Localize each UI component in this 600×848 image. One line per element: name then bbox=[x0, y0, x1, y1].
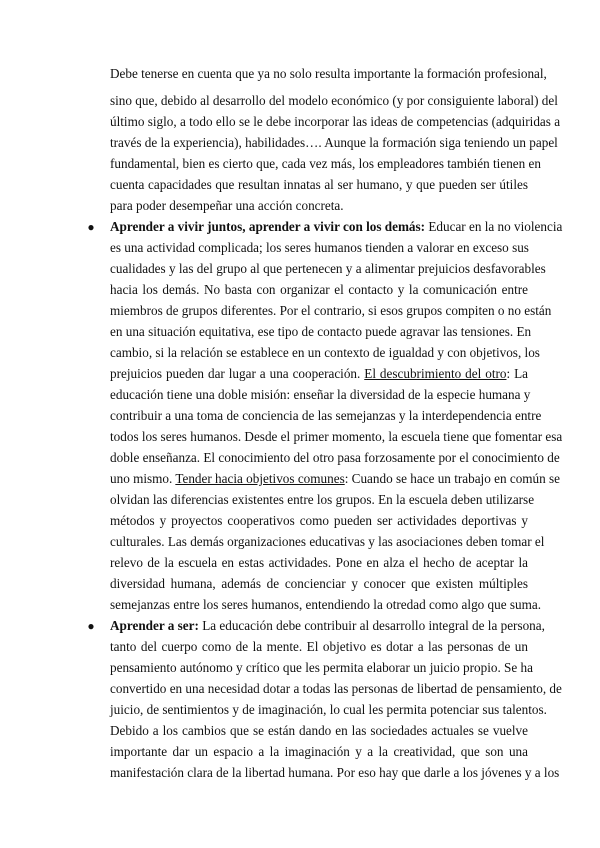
text-line bbox=[110, 471, 561, 487]
text-line: relevo de la escuela en estas actividades. Pone en alza el hecho de aceptar la bbox=[110, 555, 528, 570]
text-line: cuenta capacidades que resultan innatas al ser humano, y que pueden ser útiles bbox=[110, 177, 528, 192]
text-line: cambio, si la relación se establece en un contexto de igualdad y con objetivos, los bbox=[110, 345, 540, 360]
text-line: en una situación equitativa, ese tipo de contacto puede agravar las tensiones. En bbox=[110, 324, 532, 339]
text-line: semejanzas entre los seres humanos, entendiendo la otredad como algo que suma. bbox=[110, 597, 542, 612]
text-line: es una actividad complicada; los seres humanos tienden a valorar en exceso sus bbox=[110, 240, 529, 255]
text-fragment: uno mismo. bbox=[110, 471, 176, 486]
text-line: hacia los demás. No basta con organizar el contacto y la comunicación entre bbox=[110, 282, 528, 297]
bullet-icon: ● bbox=[87, 220, 95, 234]
text-line: sino que, debido al desarrollo del modelo económico (y por consiguiente laboral) del bbox=[110, 93, 558, 108]
text-line: importante dar un espacio a la imaginación y a la creatividad, que son una bbox=[110, 744, 528, 759]
text-line: fundamental, bien es cierto que, cada vez más, los empleadores también tienen en bbox=[110, 156, 541, 171]
text-line: para poder desempeñar una acción concreta. bbox=[110, 198, 344, 213]
text-fragment: : La bbox=[506, 366, 529, 381]
text-line: Debido a los cambios que se están dando en las sociedades actuales se vuelve bbox=[110, 723, 528, 738]
text-line: todos los seres humanos. Desde el primer momento, la escuela tiene que fomentar esa bbox=[110, 429, 563, 444]
text-line: miembros de grupos diferentes. Por el contrario, si esos grupos compiten o no están bbox=[110, 303, 552, 318]
text-line: través de la experiencia), habilidades…. Aunque la formación siga teniendo un papel bbox=[110, 135, 558, 150]
item-heading: Aprender a ser: bbox=[110, 618, 199, 633]
text-line: juicio, de sentimientos y de imaginación, lo cual les permita potenciar sus talentos. bbox=[110, 702, 547, 717]
text-fragment: : Cuando se hace un trabajo en común se bbox=[344, 471, 561, 486]
text-line bbox=[110, 366, 528, 382]
text-fragment: La educación debe contribuir al desarrollo integral de la persona, bbox=[198, 618, 545, 633]
text-line: tanto del cuerpo como de la mente. El objetivo es dotar a las personas de un bbox=[110, 639, 528, 654]
text-line: contribuir a una toma de conciencia de las semejanzas y la interdependencia entre bbox=[110, 408, 542, 423]
text-line: convertido en una necesidad dotar a todas las personas de libertad de pensamiento, de bbox=[110, 681, 562, 696]
text-line: pensamiento autónomo y crítico que les permita elaborar un juicio propio. Se ha bbox=[110, 660, 533, 675]
item-heading: Aprender a vivir juntos, aprender a vivir con los demás: bbox=[110, 219, 426, 234]
text-line: olvidan las diferencias existentes entre los grupos. En la escuela deben utilizarse bbox=[110, 492, 535, 507]
text-line: Debe tenerse en cuenta que ya no solo resulta importante la formación profesional, bbox=[110, 66, 547, 81]
text-line: diversidad humana, además de concienciar y conocer que existen múltiples bbox=[110, 576, 528, 591]
text-fragment: Educar en la no violencia bbox=[425, 219, 563, 234]
list-item-heading-line bbox=[110, 618, 545, 634]
text-line: último siglo, a todo ello se le debe incorporar las ideas de competencias (adquiridas a bbox=[110, 114, 561, 129]
list-item-heading-line bbox=[110, 219, 563, 235]
underlined-term: Tender hacia objetivos comunes bbox=[175, 471, 345, 486]
text-line: manifestación clara de la libertad humana. Por eso hay que darle a los jóvenes y a los bbox=[110, 765, 560, 780]
underlined-term: El descubrimiento del otro bbox=[364, 366, 507, 381]
text-line: métodos y proyectos cooperativos como pueden ser actividades deportivas y bbox=[110, 513, 528, 528]
text-line: doble enseñanza. El conocimiento del otro pasa forzosamente por el conocimiento de bbox=[110, 450, 560, 465]
text-fragment: prejuicios pueden dar lugar a una cooperación. bbox=[110, 366, 365, 381]
text-line: cualidades y las del grupo al que pertenecen y a alimentar prejuicios desfavorables bbox=[110, 261, 546, 276]
text-line: educación tiene una doble misión: enseñar la diversidad de la especie humana y bbox=[110, 387, 531, 402]
bullet-icon: ● bbox=[87, 619, 95, 633]
text-line: culturales. Las demás organizaciones educativas y las asociaciones deben tomar el bbox=[110, 534, 545, 549]
